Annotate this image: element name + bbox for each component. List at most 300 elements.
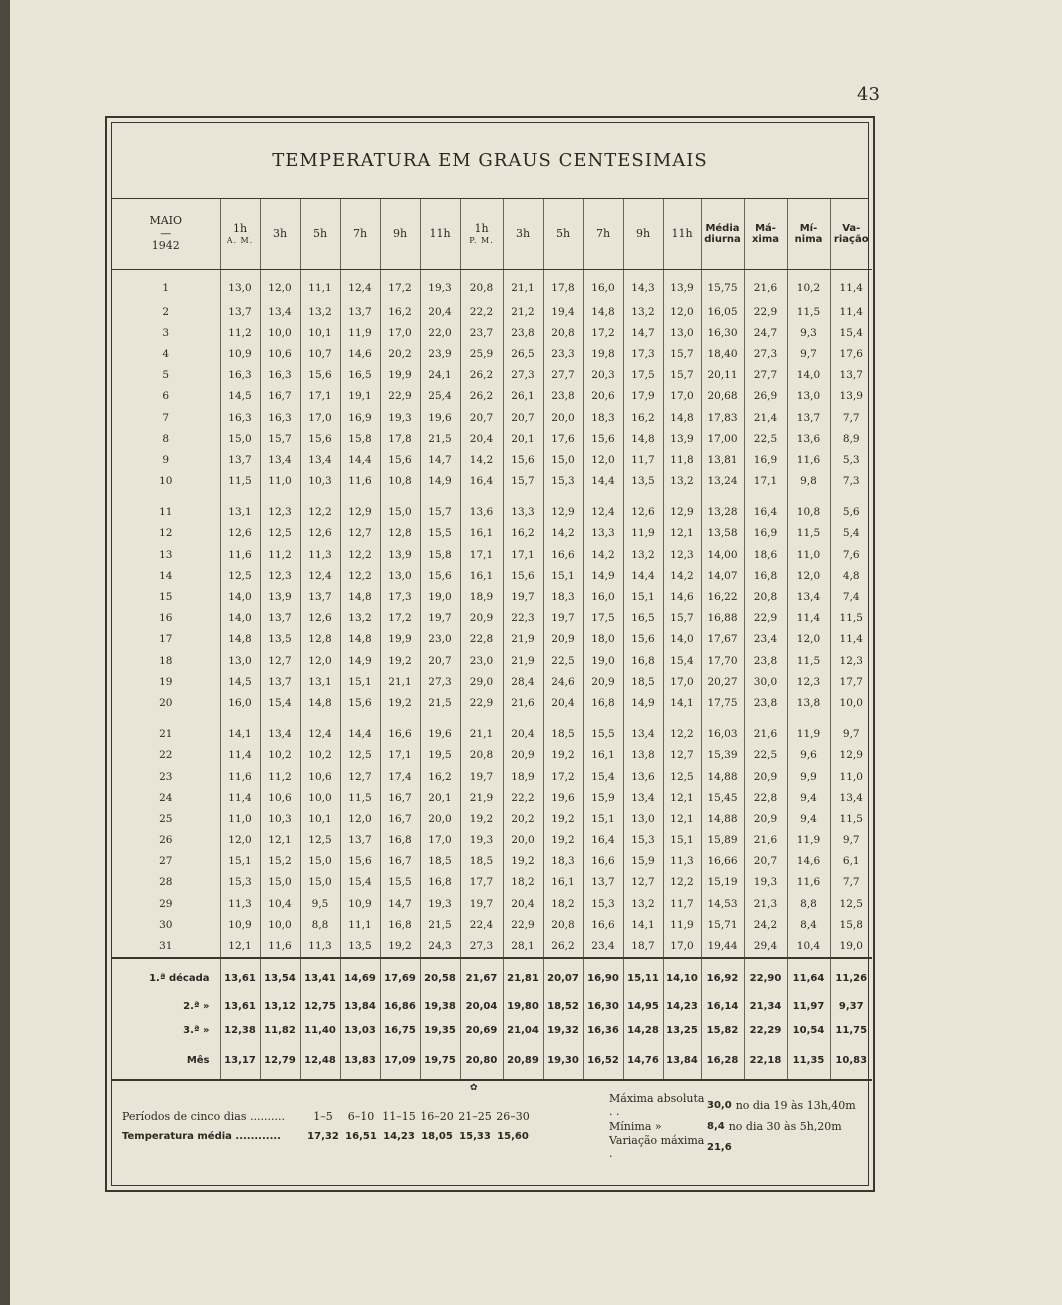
table-cell: 12,7 [340, 523, 380, 544]
table-cell: 19,38 [420, 995, 460, 1019]
table-cell: 10,0 [300, 787, 340, 808]
table-cell: 23,0 [420, 629, 460, 650]
table-cell: 14,7 [623, 322, 663, 343]
table-cell: 15,7 [663, 608, 701, 629]
table-cell: 9,6 [787, 745, 830, 766]
min-label: Mínima » [609, 1119, 662, 1133]
table-cell: 20,7 [420, 650, 460, 671]
table-cell: 16,8 [623, 650, 663, 671]
table-cell: 13,5 [340, 935, 380, 957]
table-cell: 14,69 [340, 958, 380, 995]
table-cell: 14,1 [623, 914, 663, 935]
table-cell: 12,1 [260, 830, 300, 851]
table-cell: 20,2 [380, 343, 420, 364]
table-cell: 20,0 [420, 808, 460, 829]
table-cell: 9,9 [787, 766, 830, 787]
table-cell: 15,19 [701, 872, 744, 893]
table-cell: 11,5 [830, 608, 872, 629]
header-col-main: 1h [474, 222, 489, 236]
table-cell: 12,6 [300, 523, 340, 544]
header-col-main: 3h [272, 226, 288, 240]
table-row [112, 471, 872, 492]
table-cell: 11,5 [340, 787, 380, 808]
table-cell: 18,52 [543, 995, 583, 1019]
header-col-sub: A. M. [226, 235, 254, 245]
row-label: 25 [159, 812, 173, 825]
table-cell: 19,2 [380, 692, 420, 713]
table-cell: 13,0 [380, 565, 420, 586]
header-col-main: 7h [352, 226, 368, 240]
row-label: 22 [159, 749, 173, 762]
table-cell: 14,6 [340, 343, 380, 364]
table-cell: 20,7 [460, 407, 503, 428]
table-cell: 20,9 [503, 745, 543, 766]
table-cell: 23,8 [744, 650, 787, 671]
mean-value: 15,60 [497, 1131, 529, 1143]
table-cell: 13,6 [460, 502, 503, 523]
table-cell: 19,0 [583, 650, 623, 671]
table-cell: 17,3 [380, 586, 420, 607]
table-cell: 11,0 [260, 471, 300, 492]
table-cell: 13,25 [663, 1019, 701, 1043]
header-col-main: 5h [312, 226, 328, 240]
table-cell: 11,5 [830, 808, 872, 829]
table-cell: 10,54 [787, 1019, 830, 1043]
table-cell: 11,4 [787, 608, 830, 629]
table-cell: 19,8 [583, 343, 623, 364]
header-col [420, 199, 460, 270]
mean-label: Temperatura média ............ [122, 1131, 281, 1143]
row-label: 17 [159, 633, 173, 646]
table-cell: 16,6 [543, 544, 583, 565]
table-row [112, 724, 872, 745]
table-cell: 21,81 [503, 958, 543, 995]
spacer-cell [623, 714, 663, 724]
table-cell: 28,1 [503, 935, 543, 957]
max-absolute-text: no dia 19 às 13h,40m [735, 1098, 856, 1112]
table-cell: 13,7 [220, 449, 260, 470]
table-cell: 15,4 [663, 650, 701, 671]
spacer-cell [220, 714, 260, 724]
table-cell: 19,2 [543, 830, 583, 851]
table-row [112, 692, 872, 713]
table-cell: 20,9 [460, 608, 503, 629]
table-row [112, 322, 872, 343]
table-cell: 10,1 [300, 808, 340, 829]
table-cell: 19,1 [340, 386, 380, 407]
table-cell: 16,3 [220, 407, 260, 428]
table-cell: 7,7 [830, 407, 872, 428]
table-cell: 19,4 [543, 301, 583, 322]
header-col [380, 199, 420, 270]
table-cell: 20,9 [583, 671, 623, 692]
table-cell: 13,0 [787, 386, 830, 407]
table-cell: 13,2 [623, 301, 663, 322]
table-cell: 12,38 [220, 1019, 260, 1043]
table-cell: 11,4 [830, 270, 872, 302]
table-cell: 20,8 [543, 914, 583, 935]
table-cell: 14,8 [220, 629, 260, 650]
table-cell: 9,4 [787, 787, 830, 808]
row-label: 30 [159, 918, 173, 931]
header-col-main: 11h [671, 226, 693, 240]
table-cell: 26,2 [460, 386, 503, 407]
table-cell: 17,2 [543, 766, 583, 787]
table-cell: 13,2 [300, 301, 340, 322]
table-cell: 14,2 [583, 544, 623, 565]
table-cell: 19,3 [744, 872, 787, 893]
table-cell: 17,6 [830, 343, 872, 364]
table-cell: 17,8 [543, 270, 583, 302]
table-cell: 26,1 [503, 386, 543, 407]
header-year: 1942 [151, 239, 180, 253]
header-col [663, 199, 701, 270]
table-cell: 13,84 [340, 995, 380, 1019]
table-cell: 12,3 [663, 544, 701, 565]
table-cell: 17,83 [701, 407, 744, 428]
table-cell: 19,3 [380, 407, 420, 428]
table-cell: 21,9 [503, 650, 543, 671]
table-cell: 13,0 [663, 322, 701, 343]
table-cell: 16,8 [380, 914, 420, 935]
table-cell: 20,8 [543, 322, 583, 343]
table-cell: 11,35 [787, 1043, 830, 1080]
table-cell: 11,3 [300, 935, 340, 957]
table-cell: 14,07 [701, 565, 744, 586]
table-cell: 15,6 [340, 851, 380, 872]
table-cell: 17,1 [460, 544, 503, 565]
table-cell: 11,9 [663, 914, 701, 935]
table-cell: 19,2 [380, 650, 420, 671]
table-cell: 14,2 [663, 565, 701, 586]
table-cell: 26,2 [543, 935, 583, 957]
table-cell: 14,28 [623, 1019, 663, 1043]
table-cell: 21,4 [744, 407, 787, 428]
table-cell: 11,26 [830, 958, 872, 995]
spacer-cell [830, 492, 872, 502]
table-cell: 10,9 [340, 893, 380, 914]
spacer-cell [112, 714, 220, 724]
table-cell: 13,54 [260, 958, 300, 995]
table-cell: 16,05 [701, 301, 744, 322]
table-cell: 21,04 [503, 1019, 543, 1043]
header-col-sub: P. M. [469, 235, 494, 245]
header-col-main: Mí- [799, 222, 818, 234]
table-cell: 11,3 [300, 544, 340, 565]
table-cell: 13,9 [380, 544, 420, 565]
table-cell: 19,2 [460, 808, 503, 829]
temperature-table [112, 199, 872, 1081]
table-cell: 20,07 [543, 958, 583, 995]
table-cell: 18,0 [583, 629, 623, 650]
table-cell: 16,2 [420, 766, 460, 787]
table-cell: 21,34 [744, 995, 787, 1019]
table-cell: 29,0 [460, 671, 503, 692]
table-cell: 14,0 [220, 608, 260, 629]
table-cell: 13,84 [663, 1043, 701, 1080]
table-cell: 15,5 [380, 872, 420, 893]
table-cell: 17,3 [623, 343, 663, 364]
table-row [112, 808, 872, 829]
table-row [112, 1043, 872, 1080]
spacer-cell [420, 714, 460, 724]
table-cell: 16,4 [460, 471, 503, 492]
table-cell: 19,6 [420, 407, 460, 428]
table-cell: 16,9 [744, 449, 787, 470]
table-cell: 16,2 [503, 523, 543, 544]
table-cell: 16,66 [701, 851, 744, 872]
table-cell: 13,81 [701, 449, 744, 470]
table-cell: 15,39 [701, 745, 744, 766]
table-cell: 23,4 [583, 935, 623, 957]
table-row [112, 365, 872, 386]
table-cell: 18,3 [543, 586, 583, 607]
table-cell: 13,4 [623, 724, 663, 745]
table-cell: 15,3 [583, 893, 623, 914]
table-cell: 17,67 [701, 629, 744, 650]
table-cell: 12,0 [300, 650, 340, 671]
table-cell: 12,1 [220, 935, 260, 957]
table-cell: 12,2 [663, 872, 701, 893]
table-cell: 10,2 [260, 745, 300, 766]
table-cell: 10,0 [830, 692, 872, 713]
header-col [583, 199, 623, 270]
table-cell: 16,8 [744, 565, 787, 586]
table-cell: 16,1 [583, 745, 623, 766]
table-cell: 22,18 [744, 1043, 787, 1080]
table-cell: 20,4 [420, 301, 460, 322]
table-cell: 12,1 [663, 808, 701, 829]
table-cell: 9,3 [787, 322, 830, 343]
table-row [112, 270, 872, 302]
table-cell: 16,1 [460, 523, 503, 544]
table-cell: 14,1 [663, 692, 701, 713]
table-cell: 14,9 [420, 471, 460, 492]
table-cell: 28,4 [503, 671, 543, 692]
table-cell: 9,4 [787, 808, 830, 829]
table-cell: 12,75 [300, 995, 340, 1019]
table-cell: 11,6 [260, 935, 300, 957]
table-cell: 14,6 [663, 586, 701, 607]
table-row [112, 830, 872, 851]
table-cell: 12,2 [340, 544, 380, 565]
header-col-main: 11h [429, 226, 451, 240]
means-row [122, 1127, 532, 1147]
spacer-cell [420, 492, 460, 502]
table-cell: 24,3 [420, 935, 460, 957]
header-month-cell [112, 199, 220, 270]
table-cell: 13,3 [583, 523, 623, 544]
table-cell: 24,6 [543, 671, 583, 692]
table-cell: 16,90 [583, 958, 623, 995]
table-row [112, 671, 872, 692]
table-cell: 15,4 [260, 692, 300, 713]
row-label: 21 [159, 728, 173, 741]
table-cell: 17,2 [380, 270, 420, 302]
table-cell: 13,61 [220, 995, 260, 1019]
row-label: 6 [162, 390, 170, 403]
table-cell: 13,6 [623, 766, 663, 787]
spacer-cell [112, 492, 220, 502]
table-cell: 19,9 [380, 629, 420, 650]
table-cell: 18,5 [420, 851, 460, 872]
table-row [112, 745, 872, 766]
table-cell: 14,9 [623, 692, 663, 713]
table-cell: 20,4 [460, 428, 503, 449]
table-cell: 18,5 [623, 671, 663, 692]
table-cell: 13,58 [701, 523, 744, 544]
table-cell: 16,2 [623, 407, 663, 428]
table-cell: 7,3 [830, 471, 872, 492]
row-label: 3.ª » [183, 1025, 210, 1037]
table-cell: 22,2 [460, 301, 503, 322]
table-cell: 12,3 [787, 671, 830, 692]
table-cell: 23,8 [543, 386, 583, 407]
mean-value: 17,32 [307, 1131, 339, 1143]
table-cell: 14,53 [701, 893, 744, 914]
table-cell: 16,92 [701, 958, 744, 995]
table-cell: 11,8 [663, 449, 701, 470]
table-cell: 19,80 [503, 995, 543, 1019]
table-cell: 10,4 [787, 935, 830, 957]
spacer-row [112, 492, 872, 502]
table-cell: 20,4 [503, 724, 543, 745]
table-cell: 12,9 [543, 502, 583, 523]
table-row [112, 544, 872, 565]
table-cell: 15,0 [300, 872, 340, 893]
table-cell: 16,8 [380, 830, 420, 851]
table-cell: 22,8 [744, 787, 787, 808]
table-cell: 20,1 [503, 428, 543, 449]
table-cell: 11,1 [300, 270, 340, 302]
table-cell: 19,75 [420, 1043, 460, 1080]
table-cell: 12,0 [260, 270, 300, 302]
table-cell: 12,79 [260, 1043, 300, 1080]
table-cell: 9,5 [300, 893, 340, 914]
table-cell: 19,7 [503, 586, 543, 607]
table-cell: 21,6 [744, 270, 787, 302]
table-cell: 11,5 [787, 301, 830, 322]
table-cell: 11,5 [220, 471, 260, 492]
table-cell: 12,5 [830, 893, 872, 914]
table-cell: 20,69 [460, 1019, 503, 1043]
max-absolute-value: 30,0 [707, 1099, 732, 1111]
table-cell: 15,0 [300, 851, 340, 872]
table-cell: 8,4 [787, 914, 830, 935]
table-row [112, 449, 872, 470]
period-value: 26–30 [496, 1110, 530, 1124]
table-cell: 16,0 [220, 692, 260, 713]
table-cell: 12,4 [300, 724, 340, 745]
row-label: 11 [159, 506, 173, 519]
spacer-cell [623, 492, 663, 502]
spacer-cell [503, 492, 543, 502]
table-cell: 11,9 [340, 322, 380, 343]
table-cell: 16,5 [340, 365, 380, 386]
table-cell: 7,4 [830, 586, 872, 607]
table-cell: 10,6 [260, 787, 300, 808]
table-cell: 13,2 [623, 893, 663, 914]
table-cell: 12,0 [787, 565, 830, 586]
table-cell: 14,10 [663, 958, 701, 995]
table-cell: 15,89 [701, 830, 744, 851]
table-cell: 16,30 [701, 322, 744, 343]
spacer-cell [787, 492, 830, 502]
table-cell: 14,0 [787, 365, 830, 386]
table-cell: 20,89 [503, 1043, 543, 1080]
table-cell: 19,7 [460, 766, 503, 787]
table-cell: 18,9 [460, 586, 503, 607]
table-row [112, 787, 872, 808]
table-cell: 12,48 [300, 1043, 340, 1080]
row-label: 2 [162, 305, 170, 318]
table-row [112, 523, 872, 544]
header-col [701, 199, 744, 270]
table-cell: 12,9 [340, 502, 380, 523]
table-cell: 12,5 [260, 523, 300, 544]
table-cell: 14,4 [340, 724, 380, 745]
table-cell: 17,75 [701, 692, 744, 713]
table-row [112, 935, 872, 957]
row-label: 8 [162, 432, 170, 445]
table-cell: 22,90 [744, 958, 787, 995]
table-cell: 17,2 [380, 608, 420, 629]
table-cell: 13,4 [623, 787, 663, 808]
header-col [543, 199, 583, 270]
table-cell: 10,8 [380, 471, 420, 492]
table-cell: 23,3 [543, 343, 583, 364]
table-cell: 17,1 [380, 745, 420, 766]
table-cell: 16,22 [701, 586, 744, 607]
table-row [112, 766, 872, 787]
table-cell: 21,1 [503, 270, 543, 302]
table-cell: 16,1 [543, 872, 583, 893]
table-cell: 11,2 [220, 322, 260, 343]
table-cell: 22,9 [744, 608, 787, 629]
table-cell: 15,1 [543, 565, 583, 586]
table-cell: 27,7 [543, 365, 583, 386]
table-body [112, 270, 872, 1080]
table-cell: 19,2 [543, 745, 583, 766]
table-cell: 15,4 [340, 872, 380, 893]
table-cell: 14,2 [460, 449, 503, 470]
table-cell: 11,3 [220, 893, 260, 914]
table-cell: 5,6 [830, 502, 872, 523]
table-cell: 20,04 [460, 995, 503, 1019]
table-cell: 11,6 [220, 544, 260, 565]
table-cell: 16,3 [260, 365, 300, 386]
row-label: 14 [159, 569, 173, 582]
table-cell: 11,82 [260, 1019, 300, 1043]
table-cell: 22,4 [460, 914, 503, 935]
table-cell: 13,6 [787, 428, 830, 449]
table-cell: 14,9 [340, 650, 380, 671]
header-col-sub: diurna [704, 234, 741, 245]
table-cell: 14,8 [300, 692, 340, 713]
table-cell: 20,4 [503, 893, 543, 914]
table-cell: 16,52 [583, 1043, 623, 1080]
table-cell: 20,9 [744, 766, 787, 787]
table-cell: 14,6 [787, 851, 830, 872]
table-cell: 16,88 [701, 608, 744, 629]
table-cell: 12,0 [340, 808, 380, 829]
table-cell: 16,7 [380, 808, 420, 829]
table-cell: 15,0 [543, 449, 583, 470]
table-cell: 18,2 [543, 893, 583, 914]
spacer-cell [300, 714, 340, 724]
table-cell: 19,7 [460, 893, 503, 914]
table-cell: 13,4 [260, 301, 300, 322]
